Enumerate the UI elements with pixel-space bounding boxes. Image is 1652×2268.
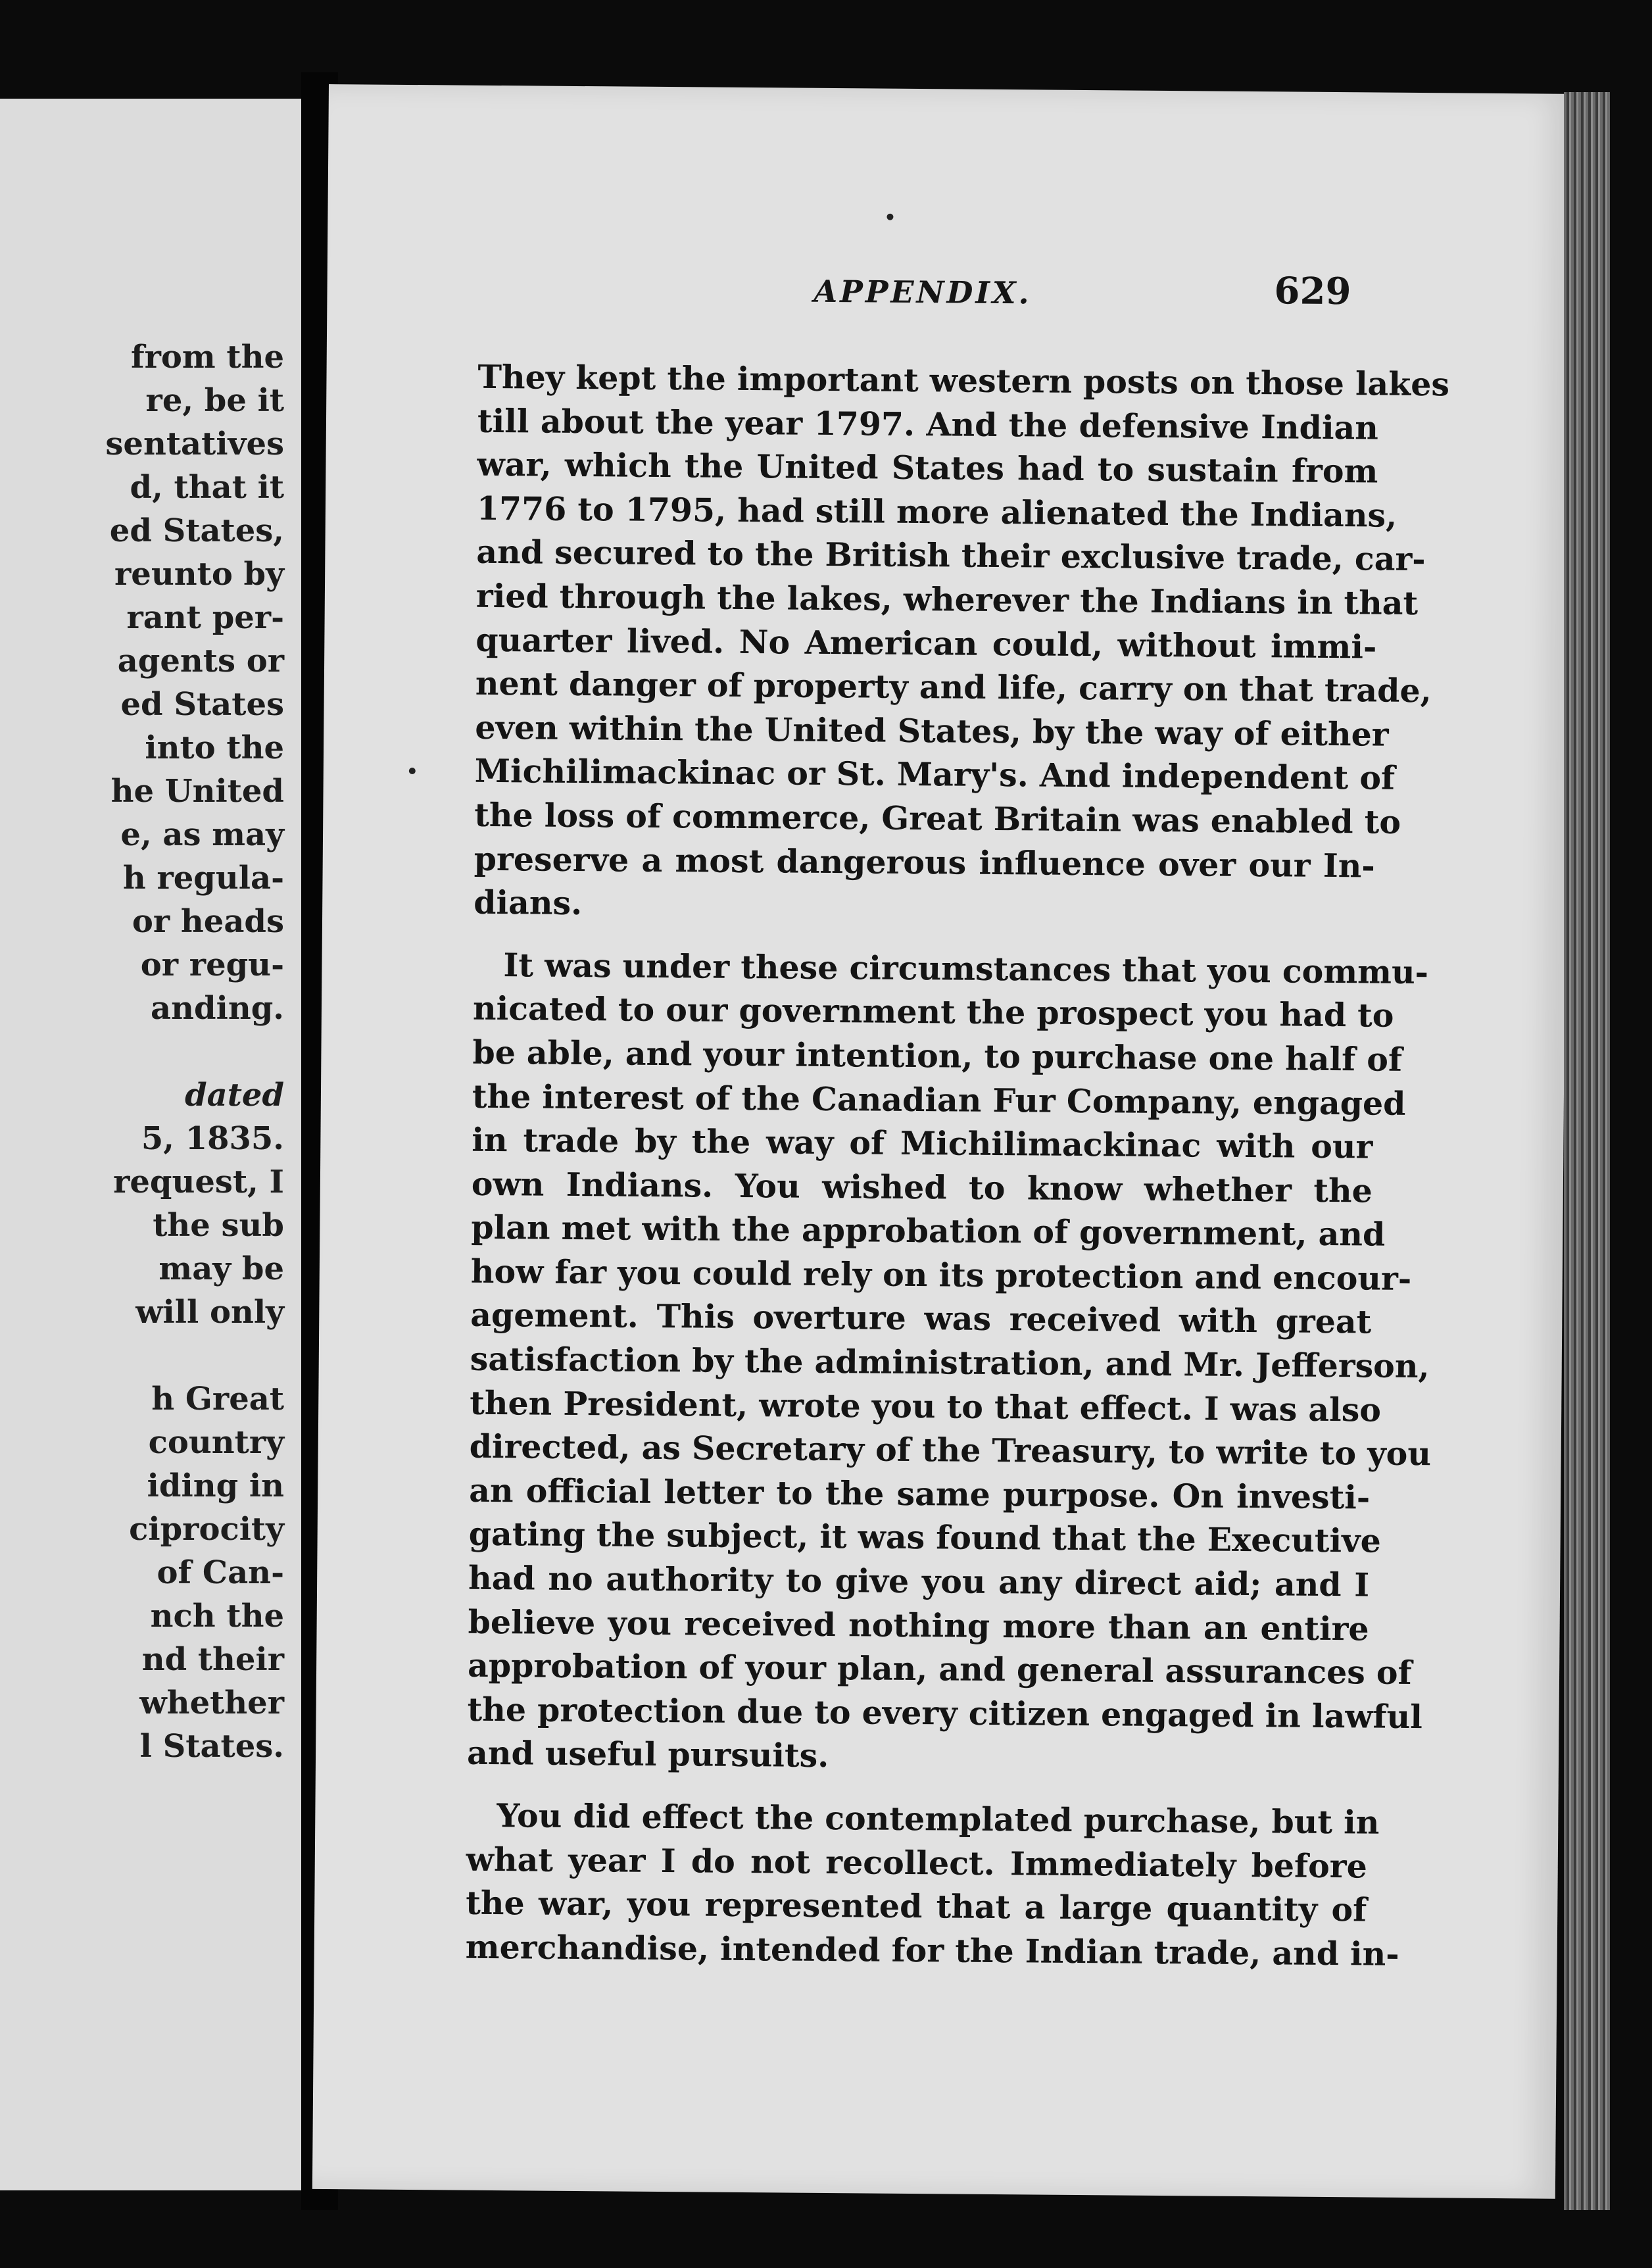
print-speck [409,768,416,774]
previous-page-line: 5, 1835. [141,1120,284,1157]
text-line: nent danger of property and life, carry on that trade, [475,664,1432,710]
text-line: directed, as Secretary of the Treasury, to write to you [469,1427,1432,1473]
previous-page-line: nd their [141,1641,284,1678]
previous-page-line: d, that it [130,469,284,506]
previous-page-line: from the [130,339,284,376]
text-line: war, which the United States had to sustain from [477,445,1378,491]
text-line: the loss of commerce, Great Britain was enabled to [474,795,1401,841]
text-line: the protection due to every citizen engaged in lawful [467,1690,1423,1736]
text-line: then President, wrote you to that effect. I was also [470,1383,1382,1429]
previous-page-line: e, as may [120,816,284,853]
text-line: satisfaction by the administration, and Mr. Jefferson, [470,1339,1430,1386]
paragraph [466,943,1432,1782]
previous-page-line: into the [145,729,284,766]
text-line: had no authority to give you any direct aid; and I [468,1558,1370,1604]
previous-page-line: request, I [113,1164,284,1200]
previous-page-line: ed States, [109,512,284,549]
text-line: believe you received nothing more than an entire [468,1602,1369,1648]
text-line: It was under these circumstances that you commu- [503,945,1429,991]
paragraph [465,1794,1399,1976]
print-speck [887,214,893,220]
previous-page-line: iding in [147,1467,284,1504]
text-line: the war, you represented that a large quantity of [466,1883,1367,1929]
text-line: nicated to our government the prospect you had to [472,989,1394,1035]
text-line: what year I do not recollect. Immediately before [466,1840,1367,1886]
previous-page-line: h regula- [122,860,284,897]
previous-page-line: of Can- [157,1554,284,1591]
text-line: till about the year 1797. And the defensive Indian [477,401,1379,447]
text-line: merchandise, intended for the Indian trade, and in- [465,1927,1399,1973]
text-line: plan met with the approbation of government, and [471,1208,1386,1254]
previous-page-line: nch the [150,1598,284,1635]
text-line: an official letter to the same purpose. On investi- [468,1471,1371,1517]
previous-page-line: country [148,1424,284,1461]
text-line: Michilimackinac or St. Mary's. And independent of [474,752,1396,798]
text-line: They kept the important western posts on those lakes [477,357,1450,404]
text-line: approbation of your plan, and general assurances of [467,1646,1412,1692]
page-number: 629 [1274,269,1351,314]
text-line: even within the United States, by the way of either [475,708,1389,754]
previous-page-line: sentatives [105,426,284,462]
text-line: 1776 to 1795, had still more alienated the Indians, [476,489,1397,535]
previous-page-line: ed States [120,686,284,723]
page-edges [1564,92,1610,2210]
previous-page-line: dated [185,1077,284,1114]
text-line: agement. This overture was received with great [470,1296,1372,1341]
previous-page-line: re, be it [145,382,284,419]
previous-page-line: or heads [132,903,284,940]
page-body [465,355,1450,1976]
text-line: You did effect the contemplated purchase, but in [497,1796,1380,1842]
previous-page-line: will only [135,1294,284,1331]
previous-page-line: may be [158,1250,284,1287]
previous-page-line: or regu- [140,947,284,983]
previous-page-line: rant per- [126,599,284,636]
previous-page-line: the sub [153,1207,284,1244]
previous-page-line: he United [110,773,284,810]
previous-page-line: reunto by [114,556,284,593]
previous-page-line: l States. [139,1728,284,1765]
previous-page-line: ciprocity [129,1511,284,1548]
previous-page-line: agents or [117,643,284,679]
paragraph [474,355,1450,931]
text-line: preserve a most dangerous influence over our In- [474,839,1375,885]
text-line: own Indians. You wished to know whether the [471,1164,1373,1210]
text-line: how far you could rely on its protection and encour- [470,1252,1412,1298]
text-line: dians. [474,883,583,923]
text-line: be able, and your intention, to purchase one half of [472,1033,1403,1079]
running-head: APPENDIX. [814,273,1032,311]
previous-page [0,99,301,2190]
text-line: ried through the lakes, wherever the Indians in that [475,576,1419,622]
previous-page-line: anding. [151,990,284,1027]
text-line: and secured to the British their exclusive trade, car- [476,533,1426,579]
current-page [312,84,1572,2199]
text-line: gating the subject, it was found that the Executive [468,1515,1382,1561]
text-line: quarter lived. No American could, without immi- [475,620,1377,666]
text-line: and useful pursuits. [466,1734,829,1775]
text-line: the interest of the Canadian Fur Company, engaged [472,1077,1406,1123]
previous-page-line: whether [139,1685,284,1721]
text-line: in trade by the way of Michilimackinac with our [472,1120,1373,1166]
previous-page-line: h Great [151,1381,284,1418]
